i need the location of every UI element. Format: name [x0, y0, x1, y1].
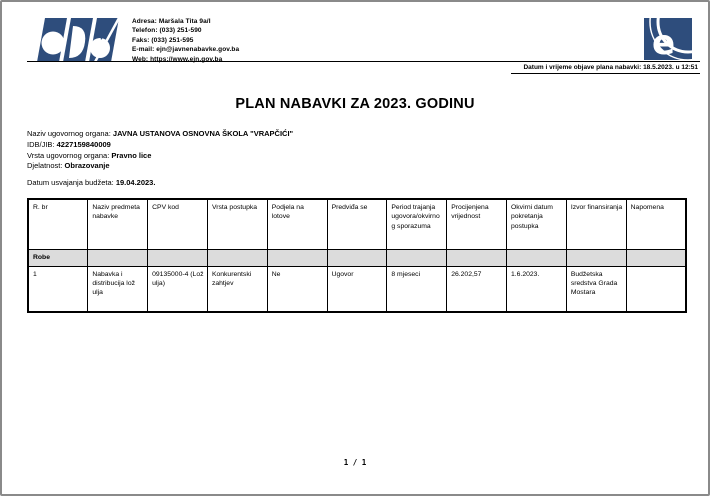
org-info-block: [27, 129, 293, 172]
enabavke-logo-icon: [644, 18, 692, 60]
enabavke-logo-graphic: [644, 18, 692, 60]
empty-cell: [626, 249, 686, 266]
table-row-1: [28, 266, 686, 312]
empty-cell: [88, 249, 148, 266]
cell-period: 8 mjeseci: [387, 266, 447, 312]
contact-value: (033) 251-590: [159, 27, 202, 35]
contact-label: Adresa:: [132, 18, 157, 25]
section-row-robe: [28, 249, 686, 266]
empty-cell: [566, 249, 626, 266]
empty-cell: [267, 249, 327, 266]
contact-line-phone: [132, 26, 239, 35]
header-divider: [27, 61, 700, 62]
budget-label: Datum usvajanja budžeta:: [27, 178, 114, 187]
cell-predvidja: Ugovor: [327, 266, 387, 312]
col-header-datum: Okvirni datum pokretanja postupka: [507, 199, 567, 249]
procurement-plan-table: [27, 198, 687, 313]
info-label: Djelatnost:: [27, 161, 63, 171]
col-header-naziv: Naziv predmeta nabavke: [88, 199, 148, 249]
empty-cell: [507, 249, 567, 266]
info-line-activity: [27, 161, 293, 172]
table-header-row: [28, 199, 686, 249]
cell-napomena: [626, 266, 686, 312]
info-label: Vrsta ugovornog organa:: [27, 150, 110, 160]
cell-vrijednost: 26.202,57: [447, 266, 507, 312]
info-value: 4227159840009: [56, 139, 111, 149]
contact-line-email: [132, 45, 239, 54]
agency-contact-block: [132, 17, 239, 64]
col-header-period: Period trajanja ugovora/okvirnog sporazuma: [387, 199, 447, 249]
cell-rbr: 1: [28, 266, 88, 312]
col-header-izvor: Izvor finansiranja: [566, 199, 626, 249]
col-header-rbr: R. br: [28, 199, 88, 249]
info-label: IDB/JIB:: [27, 139, 55, 149]
ajn-logo-graphic: [37, 18, 127, 62]
empty-cell: [447, 249, 507, 266]
cell-naziv: Nabavka i distribucija lož ulja: [88, 266, 148, 312]
contact-label: Telefon:: [132, 27, 158, 35]
col-header-lotovi: Podjela na lotove: [267, 199, 327, 249]
svg-text:e: e: [652, 23, 676, 60]
empty-cell: [327, 249, 387, 266]
contact-value: https://www.ejn.gov.ba: [150, 55, 223, 63]
contact-label: Web:: [132, 55, 149, 63]
contact-label: Faks:: [132, 36, 150, 44]
contact-label: E-mail:: [132, 46, 155, 54]
cell-cpv: 09135000-4 (Lož ulja): [148, 266, 208, 312]
budget-value: 19.04.2023.: [115, 178, 156, 187]
empty-cell: [148, 249, 208, 266]
contact-value: ejn@javnenabavke.gov.ba: [156, 46, 240, 54]
publish-datetime: [511, 64, 700, 74]
empty-cell: [387, 249, 447, 266]
info-line-org-name: [27, 129, 293, 140]
cell-izvor: Budžetska sredstva Grada Mostara: [566, 266, 626, 312]
col-header-vrsta: Vrsta postupka: [207, 199, 267, 249]
info-value: JAVNA USTANOVA OSNOVNA ŠKOLA "VRAPČIĆI": [112, 129, 294, 138]
publish-label: Datum i vrijeme objave plana nabavki:: [523, 64, 642, 71]
publish-value: 18.5.2023. u 12:51: [643, 64, 698, 71]
info-line-org-type: [27, 151, 293, 162]
col-header-napomena: Napomena: [626, 199, 686, 249]
col-header-cpv: CPV kod: [148, 199, 208, 249]
col-header-predvidja: Predviđa se: [327, 199, 387, 249]
contact-line-fax: [132, 36, 239, 45]
section-label: Robe: [28, 249, 88, 266]
cell-datum: 1.6.2023.: [507, 266, 567, 312]
contact-line-address: [132, 17, 239, 26]
col-header-vrijednost: Procijenjena vrijednost: [447, 199, 507, 249]
page-title: PLAN NABAVKI ZA 2023. GODINU: [235, 96, 475, 112]
info-label: Naziv ugovornog organa:: [27, 129, 111, 138]
info-value: Pravno lice: [111, 150, 152, 160]
cell-vrsta: Konkurentski zahtjev: [207, 266, 267, 312]
cell-lotovi: Ne: [267, 266, 327, 312]
empty-cell: [207, 249, 267, 266]
ajn-logo-icon: [37, 18, 127, 62]
budget-date-line: [27, 178, 155, 187]
page-number: 1 / 1: [343, 458, 367, 467]
info-value: Obrazovanje: [64, 161, 110, 171]
contact-value: Maršala Tita 9a/I: [158, 18, 211, 25]
info-line-idb: [27, 140, 293, 151]
contact-line-web: [132, 55, 239, 64]
contact-value: (033) 251-595: [151, 36, 194, 44]
